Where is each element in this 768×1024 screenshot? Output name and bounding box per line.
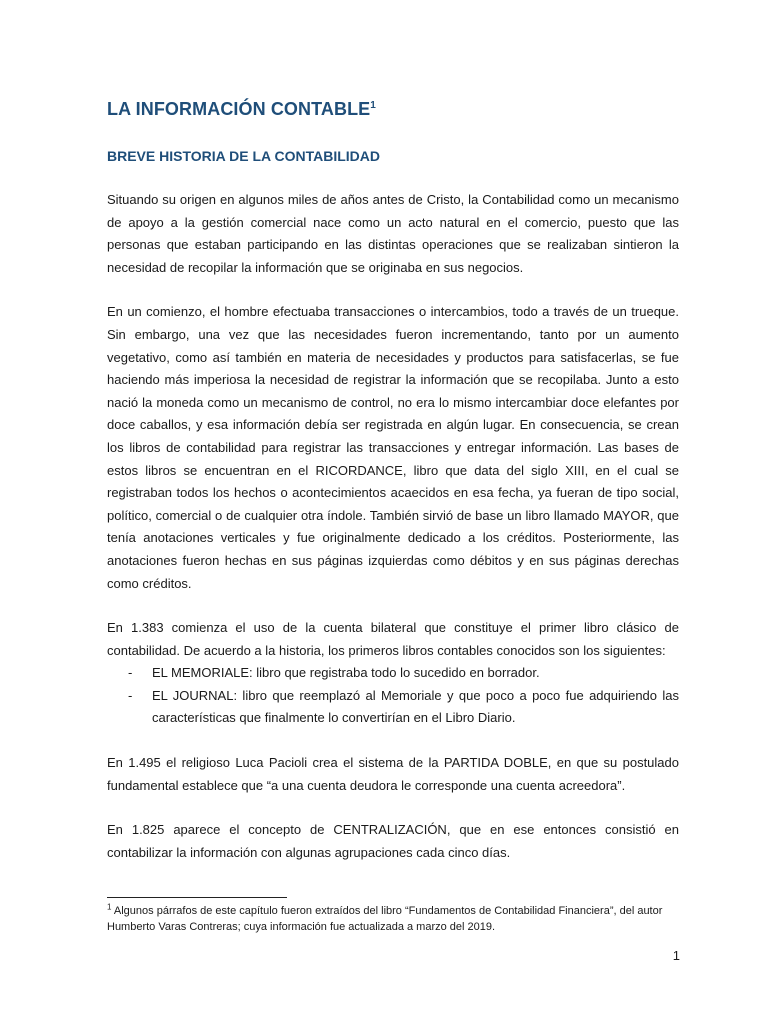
- page-number: 1: [672, 948, 680, 963]
- paragraph-origin: Situando su origen en algunos miles de años antes de Cristo, la Contabilidad como un mecanismo de apoyo a la gestión comercial nace como un acto natural en el comercio, puesto que las personas que estaban participando en las distintas operaciones que se realizaban sintieron la necesidad de recopilar la información que se originaba en sus negocios.: [107, 192, 679, 275]
- footnote-separator: [107, 897, 287, 898]
- paragraph-centralizacion: En 1.825 aparece el concepto de CENTRALIZACIÓN, que en ese entonces consistió en contabilizar la información con algunas agrupaciones cada cinco días.: [107, 822, 679, 860]
- section-heading: BREVE HISTORIA DE LA CONTABILIDAD: [107, 148, 381, 164]
- footnote-text: Algunos párrafos de este capítulo fueron extraídos del libro “Fundamentos de Contabilidad Financiera”, del autor Humberto Varas Contreras; cuya información fue actualizada a marzo del 2019.: [107, 905, 663, 933]
- list-item-text: EL JOURNAL: libro que reemplazó al Memoriale y que poco a poco fue adquiriendo las características que finalmente lo convertirían en el Libro Diario.: [152, 687, 679, 726]
- list-item: [107, 685, 679, 730]
- book-list: [107, 662, 679, 730]
- list-item-text: EL MEMORIALE: libro que registraba todo lo sucedido en borrador.: [152, 665, 540, 681]
- paragraph-cuenta-bilateral: En 1.383 comienza el uso de la cuenta bilateral que constituye el primer libro clásico de contabilidad. De acuerdo a la historia, los primeros libros contables conocidos son los siguientes:: [107, 620, 679, 658]
- page-title: [107, 96, 679, 122]
- title-text: LA INFORMACIÓN CONTABLE: [107, 99, 371, 119]
- footnote: [107, 903, 679, 935]
- paragraph-partida-doble: En 1.495 el religioso Luca Pacioli crea el sistema de la PARTIDA DOBLE, en que su postulado fundamental establece que “a una cuenta deudora le corresponde una cuenta acreedora”.: [107, 755, 679, 793]
- paragraph-trueque: En un comienzo, el hombre efectuaba transacciones o intercambios, todo a través de un trueque. Sin embargo, una vez que las necesidades fueron incrementando, tanto por un aumento vegetativo, como así también en materia de necesidades y productos para satisfacerlas, se fue haciendo más imperiosa la necesidad de registrar la información que se recopilaba. Junto a esto nació la moneda como un mecanismo de control, no era lo mismo intercambiar doce elefantes por doce caballos, y esa información debía ser registrada en algún lugar. En consecuencia, se crean los libros de contabilidad para registrar las transacciones y entregar información. Las bases de estos libros se encuentran en el RICORDANCE, libro que data del siglo XIII, en el cual se registraban todos los hechos o acontecimientos acaecidos en esa fecha, ya fueran de tipo social, político, comercial o de cualquier otra índole. También sirvió de base un libro llamado MAYOR, que tenía anotaciones verticales y fue originalmente dedicado a los créditos. Posteriormente, las anotaciones fueron hechas en sus páginas izquierdas como débitos y en sus páginas derechas como créditos.: [107, 304, 679, 591]
- footnote-marker: 1: [107, 902, 112, 912]
- bullet-marker: -: [128, 687, 133, 703]
- bullet-marker: -: [128, 665, 133, 681]
- title-footnote-marker: 1: [370, 100, 376, 111]
- page-content: [107, 96, 679, 864]
- list-item: [107, 662, 679, 685]
